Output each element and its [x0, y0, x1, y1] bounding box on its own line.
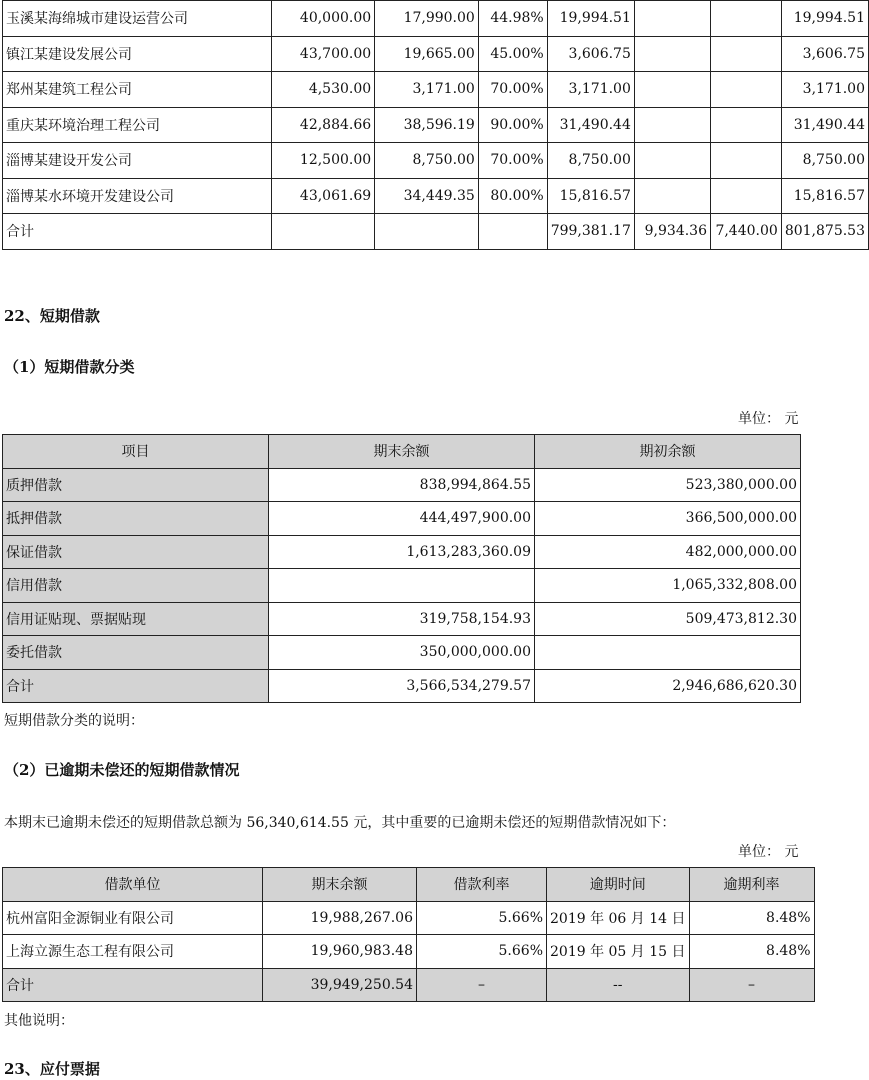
equity-investment-table: [2, 0, 869, 250]
table-row: [3, 143, 869, 179]
total-label: 合计: [3, 214, 272, 250]
loan-rate: –: [417, 968, 547, 1002]
cell: [634, 107, 710, 143]
end-balance: 319,758,154.93: [269, 602, 535, 636]
borrower-name: 杭州富阳金源铜业有限公司: [3, 901, 263, 935]
cell: [634, 36, 710, 72]
cell: 40,000.00: [272, 1, 375, 37]
subsection-2-title: （2）已逾期未偿还的短期借款情况: [4, 761, 240, 779]
borrower-name: 上海立源生态工程有限公司: [3, 935, 263, 969]
cell: 15,816.57: [781, 178, 868, 214]
begin-balance: 2,946,686,620.30: [535, 669, 801, 703]
loan-rate: 5.66%: [417, 935, 547, 969]
cell: 799,381.17: [547, 214, 634, 250]
cell: 3,606.75: [781, 36, 868, 72]
begin-balance: 1,065,332,808.00: [535, 569, 801, 603]
table-total-row: [3, 214, 869, 250]
cell: [710, 1, 781, 37]
cell: 80.00%: [478, 178, 547, 214]
table-row: [3, 935, 815, 969]
table-row: [3, 602, 801, 636]
cell: [710, 36, 781, 72]
col-header-overdue-date: 逾期时间: [547, 868, 690, 902]
col-header-rate: 借款利率: [417, 868, 547, 902]
cell: 3,606.75: [547, 36, 634, 72]
table-row: [3, 901, 815, 935]
row-label: 信用借款: [3, 569, 269, 603]
cell: 801,875.53: [781, 214, 868, 250]
cell: [478, 214, 547, 250]
table-row: [3, 107, 869, 143]
cell: 3,171.00: [547, 72, 634, 108]
cell: [710, 72, 781, 108]
cell: 8,750.00: [375, 143, 479, 179]
table-row: [3, 569, 801, 603]
cell: 45.00%: [478, 36, 547, 72]
company-name: 镇江某建设发展公司: [3, 36, 272, 72]
end-balance: 19,988,267.06: [263, 901, 417, 935]
cell: 12,500.00: [272, 143, 375, 179]
begin-balance: 366,500,000.00: [535, 502, 801, 536]
col-header-end: 期末余额: [263, 868, 417, 902]
end-balance: 444,497,900.00: [269, 502, 535, 536]
cell: 8,750.00: [547, 143, 634, 179]
table-row: [3, 72, 869, 108]
table-row: [3, 178, 869, 214]
end-balance: 838,994,864.55: [269, 468, 535, 502]
cell: [375, 214, 479, 250]
cell: [710, 107, 781, 143]
company-name: 玉溪某海绵城市建设运营公司: [3, 1, 272, 37]
table-row: [3, 468, 801, 502]
cell: [634, 178, 710, 214]
col-header-overdue-rate: 逾期利率: [689, 868, 814, 902]
col-header-item: 项目: [3, 435, 269, 469]
cell: 34,449.35: [375, 178, 479, 214]
begin-balance: [535, 636, 801, 670]
overdue-description: 本期末已逾期未偿还的短期借款总额为 56,340,614.55 元，其中重要的已逾期未偿还的短期借款情况如下：: [4, 815, 676, 831]
table-total-row: [3, 669, 801, 703]
table-row: [3, 502, 801, 536]
subsection-1-title: （1）短期借款分类: [4, 358, 135, 376]
cell: 19,994.51: [547, 1, 634, 37]
cell: 19,665.00: [375, 36, 479, 72]
unit-label: 单位： 元: [738, 411, 799, 427]
overdue-rate: 8.48%: [689, 901, 814, 935]
table-total-row: [3, 968, 815, 1002]
short-term-loan-table: [2, 434, 801, 703]
col-header-borrower: 借款单位: [3, 868, 263, 902]
begin-balance: 509,473,812.30: [535, 602, 801, 636]
row-label: 抵押借款: [3, 502, 269, 536]
cell: [634, 1, 710, 37]
table-row: [3, 36, 869, 72]
cell: 70.00%: [478, 72, 547, 108]
section-23-title: 23、应付票据: [4, 1060, 100, 1078]
table-header-row: [3, 868, 815, 902]
overdue-date: --: [547, 968, 690, 1002]
cell: 42,884.66: [272, 107, 375, 143]
cell: 8,750.00: [781, 143, 868, 179]
table-header-row: [3, 435, 801, 469]
end-balance: 3,566,534,279.57: [269, 669, 535, 703]
cell: 31,490.44: [781, 107, 868, 143]
company-name: 淄博某水环境开发建设公司: [3, 178, 272, 214]
end-balance: [269, 569, 535, 603]
company-name: 郑州某建筑工程公司: [3, 72, 272, 108]
begin-balance: 482,000,000.00: [535, 535, 801, 569]
cell: 38,596.19: [375, 107, 479, 143]
company-name: 淄博某建设开发公司: [3, 143, 272, 179]
total-label: 合计: [3, 669, 269, 703]
cell: 17,990.00: [375, 1, 479, 37]
cell: [710, 143, 781, 179]
cell: 19,994.51: [781, 1, 868, 37]
table-row: [3, 1, 869, 37]
overdue-rate: 8.48%: [689, 935, 814, 969]
col-header-end: 期末余额: [269, 435, 535, 469]
overdue-loan-table: [2, 867, 815, 1002]
cell: 70.00%: [478, 143, 547, 179]
table-row: [3, 636, 801, 670]
end-balance: 350,000,000.00: [269, 636, 535, 670]
cell: 44.98%: [478, 1, 547, 37]
cell: [634, 72, 710, 108]
loan-rate: 5.66%: [417, 901, 547, 935]
cell: 4,530.00: [272, 72, 375, 108]
section-22-title: 22、短期借款: [4, 307, 100, 325]
begin-balance: 523,380,000.00: [535, 468, 801, 502]
row-label: 信用证贴现、票据贴现: [3, 602, 269, 636]
total-label: 合计: [3, 968, 263, 1002]
end-balance: 1,613,283,360.09: [269, 535, 535, 569]
cell: 3,171.00: [781, 72, 868, 108]
row-label: 委托借款: [3, 636, 269, 670]
overdue-date: 2019 年 06 月 14 日: [547, 901, 690, 935]
other-note: 其他说明：: [4, 1013, 74, 1029]
company-name: 重庆某环境治理工程公司: [3, 107, 272, 143]
cell: 15,816.57: [547, 178, 634, 214]
overdue-rate: –: [689, 968, 814, 1002]
cell: 43,700.00: [272, 36, 375, 72]
table-row: [3, 535, 801, 569]
cell: 43,061.69: [272, 178, 375, 214]
row-label: 保证借款: [3, 535, 269, 569]
cell: [272, 214, 375, 250]
unit-label: 单位： 元: [738, 844, 799, 860]
overdue-date: 2019 年 05 月 15 日: [547, 935, 690, 969]
cell: 90.00%: [478, 107, 547, 143]
end-balance: 19,960,983.48: [263, 935, 417, 969]
col-header-begin: 期初余额: [535, 435, 801, 469]
cell: 3,171.00: [375, 72, 479, 108]
cell: [634, 143, 710, 179]
end-balance: 39,949,250.54: [263, 968, 417, 1002]
cell: 7,440.00: [710, 214, 781, 250]
cell: [710, 178, 781, 214]
classification-note: 短期借款分类的说明：: [4, 713, 144, 729]
cell: 9,934.36: [634, 214, 710, 250]
row-label: 质押借款: [3, 468, 269, 502]
cell: 31,490.44: [547, 107, 634, 143]
